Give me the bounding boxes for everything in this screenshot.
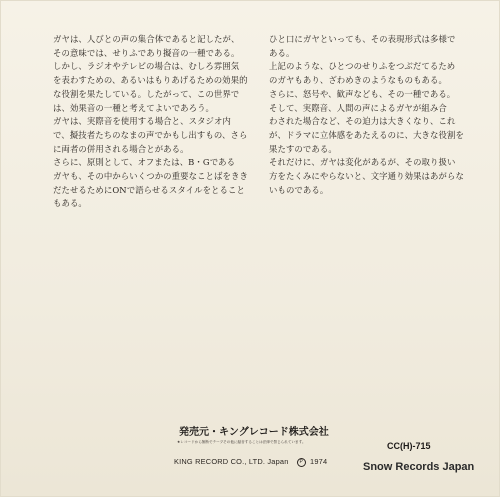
paragraph-line: 上記のような、ひとつのせりふをつぶだてるため: [269, 61, 456, 72]
paragraph-line: もある。: [53, 198, 87, 209]
paragraph-line: それだけに、ガヤは変化があるが、その取り扱い: [269, 157, 456, 168]
catalog-number: CC(H)-715: [387, 441, 431, 451]
paragraph-line: に両者の併用される場合とがある。: [53, 143, 189, 154]
paragraph-line: さらに、原則として、オフまたは、B・Gである: [53, 157, 236, 168]
paragraph-line: で、擬技者たちのなまの声でかもし出すもの、さら: [53, 129, 248, 140]
paragraph-line: ひと口にガヤといっても、その表現形式は多様で: [269, 34, 456, 44]
paragraph-line: ガヤは、実際音を使用する場合と、スタジオ内: [53, 116, 231, 127]
publisher-label: 発売元・キングレコード株式会社: [179, 427, 329, 438]
release-year: 1974: [310, 457, 328, 466]
copyright-notice: ★レコードから無断でテープその他に録音することは法律で禁じられています。: [177, 440, 306, 444]
phonogram-icon: P: [297, 458, 306, 467]
company-name: KING RECORD CO., LTD. Japan: [174, 457, 289, 466]
paragraph-line: しかし、ラジオやテレビの場合は、むしろ雰囲気: [53, 61, 240, 72]
company-line: [174, 457, 327, 467]
paragraph-line: だたせるためにONで語らせるスタイルをとること: [53, 184, 245, 195]
watermark-text: Snow Records Japan: [363, 461, 475, 473]
paragraph-line: 果たすのである。: [269, 143, 337, 154]
paragraph-line: ある。: [269, 47, 295, 58]
text-column-left: [53, 33, 248, 211]
paragraph-line: が、ドラマに立体感をあたえるのに、大きな役割を: [269, 129, 464, 140]
paragraph-line: その意味では、せりふであり擬音の一種である。: [53, 47, 240, 58]
paragraph-line: さらに、怒号や、歓声なども、その一種である。: [269, 88, 456, 99]
sleeve-footer: [1, 423, 500, 493]
paragraph-line: わされた場合など、その迫力は大きくなり、これ: [269, 116, 456, 127]
paragraph-line: な役割を果たしている。したがって、この世界で: [53, 88, 240, 99]
paragraph-line: ガヤも、その中からいくつかの重要なことばをきき: [53, 171, 248, 182]
paragraph-line: そして、実際音、人間の声によるガヤが組み合: [269, 102, 447, 113]
paragraph-line: は、効果音の一種と考えてよいであろう。: [53, 102, 215, 113]
paragraph-line: 方をたくみにやらないと、文字通り効果はあがらな: [269, 171, 464, 182]
text-column-right: [269, 33, 464, 197]
paragraph-line: ガヤは、人びとの声の集合体であると記したが、: [53, 34, 240, 44]
paragraph-line: いものである。: [269, 184, 329, 195]
paragraph-line: のガヤもあり、ざわめきのようなものもある。: [269, 75, 447, 86]
paragraph-line: を表わすための、あるいはもりあげるための効果的: [53, 75, 248, 86]
